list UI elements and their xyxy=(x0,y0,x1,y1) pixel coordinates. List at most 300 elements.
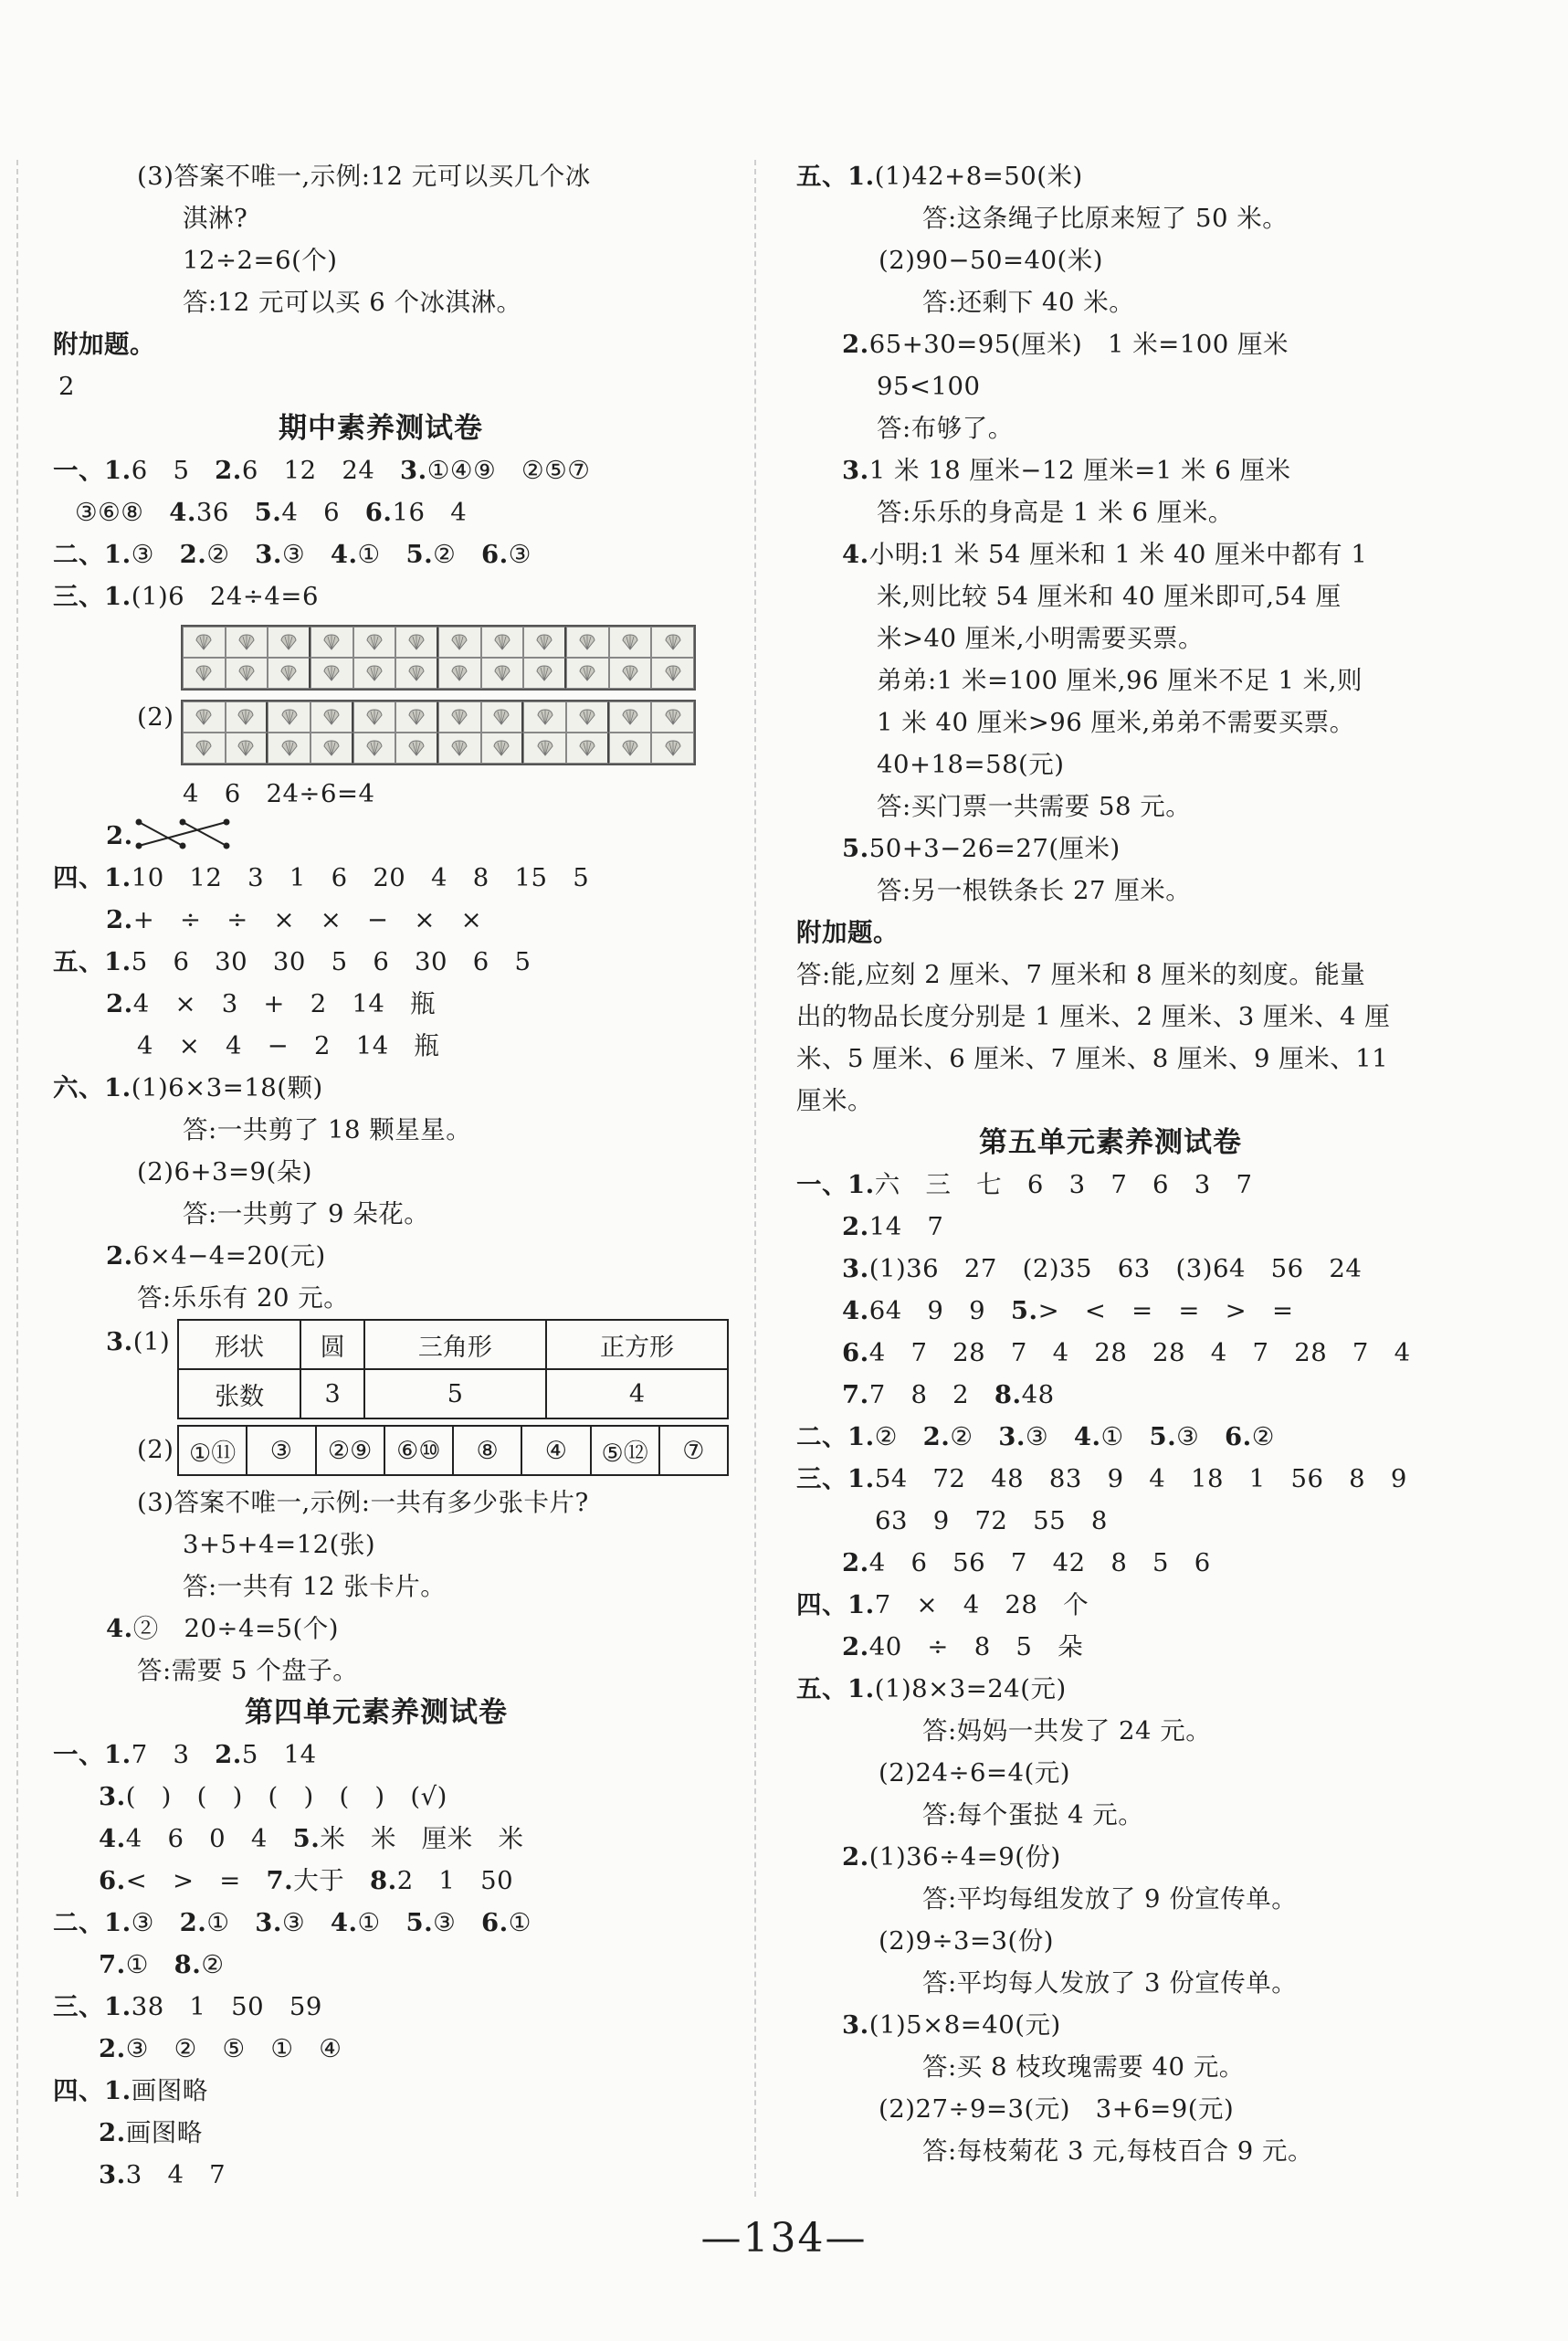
answer-text: ② 20÷4=5(个) xyxy=(132,1614,339,1643)
answer-text: 14 7 xyxy=(868,1212,944,1241)
item-number: 3. xyxy=(842,456,869,485)
answer-line xyxy=(842,1290,1293,1332)
item-number: 三、1. xyxy=(53,582,132,611)
matching-lines-diagram xyxy=(133,813,234,857)
answer-text: + ÷ ÷ × × − × × xyxy=(132,905,483,934)
answer-line xyxy=(53,2070,208,2112)
item-number: 2. xyxy=(842,1548,869,1577)
item-number: 二、1. xyxy=(796,1422,875,1451)
answer-line xyxy=(842,533,1367,575)
item-number: 7. xyxy=(842,1380,869,1409)
answer-line: 答:另一根铁条长 27 厘米。 xyxy=(877,876,1192,905)
shell-icon xyxy=(438,658,481,689)
item-number: 6. xyxy=(1225,1422,1252,1451)
answer-text: 64 9 9 xyxy=(868,1296,1011,1325)
card-group: ⑥⑩ xyxy=(385,1427,454,1474)
answer-line xyxy=(53,449,590,491)
answer-text: ① xyxy=(125,1950,174,1979)
item-number: 6. xyxy=(481,1908,509,1937)
answer-line xyxy=(842,1836,1061,1878)
table-cell: 圆 xyxy=(300,1320,364,1369)
answer-line: 答:一共剪了 9 朵花。 xyxy=(183,1199,430,1228)
answer-text: ② xyxy=(950,1422,999,1451)
answer-line: 12÷2=6(个) xyxy=(183,246,338,275)
shell-icon xyxy=(310,627,353,658)
answer-text: ③ xyxy=(1025,1422,1074,1451)
shell-icon xyxy=(566,701,609,733)
answer-line: (2) xyxy=(137,1435,174,1464)
answer-text: 4 × 3 + 2 14 瓶 xyxy=(132,989,437,1018)
item-number: 3. xyxy=(400,456,427,485)
answer-text: 1 米 18 厘米−12 厘米=1 米 6 厘米 xyxy=(868,456,1291,485)
item-number: 5. xyxy=(292,1824,321,1853)
table-header-row xyxy=(178,1320,728,1369)
answer-text: 48 xyxy=(1021,1380,1055,1409)
answer-text: 16 4 xyxy=(392,498,468,527)
item-number: 6. xyxy=(99,1866,126,1895)
answer-line xyxy=(99,2154,226,2196)
match-line xyxy=(139,822,183,846)
item-number: 四、1. xyxy=(53,863,132,892)
answer-text: ③ xyxy=(281,540,331,569)
match-line xyxy=(139,822,226,846)
answer-text: ① xyxy=(357,1908,406,1937)
item-number: 5. xyxy=(1010,1296,1038,1325)
item-number: 4. xyxy=(330,1908,358,1937)
item-number: 7. xyxy=(99,1950,126,1979)
shell-grid-6-groups xyxy=(181,700,696,765)
answer-text: (1)6 24÷4=6 xyxy=(131,582,319,611)
item-number: 二、1. xyxy=(53,1908,132,1937)
card-group: ⑤⑫ xyxy=(592,1427,660,1474)
answer-line xyxy=(842,1542,1211,1584)
card-group: ⑦ xyxy=(682,1436,705,1465)
answer-text: 2 1 50 xyxy=(396,1866,514,1895)
shell-icon xyxy=(609,701,652,733)
bonus-heading: 附加题。 xyxy=(53,330,155,359)
item-number: 4. xyxy=(330,540,358,569)
item-number: 2. xyxy=(215,456,242,485)
shell-icon xyxy=(651,627,694,658)
shell-icon xyxy=(268,627,310,658)
item-number: 4. xyxy=(1073,1422,1101,1451)
item-number: 五、1. xyxy=(796,1674,875,1703)
shell-icon xyxy=(481,658,524,689)
shell-icon xyxy=(268,733,310,764)
answer-text: 50+3−26=27(厘米) xyxy=(868,834,1121,863)
answer-text: ③ ② ⑤ ① ④ xyxy=(125,2034,342,2063)
answer-text: ③ xyxy=(1176,1422,1226,1451)
match-line xyxy=(183,822,226,846)
unit5-title: 第五单元素养测试卷 xyxy=(979,1126,1242,1159)
answer-text: ② xyxy=(874,1422,923,1451)
answer-text: (1)6×3=18(颗) xyxy=(131,1073,323,1102)
item-number: 一、1. xyxy=(796,1170,875,1199)
page-number: —134— xyxy=(700,2215,868,2262)
answer-text: 4 6 56 7 42 8 5 6 xyxy=(868,1548,1211,1577)
shell-icon xyxy=(395,701,438,733)
answer-line: (3)答案不唯一,示例:一共有多少张卡片? xyxy=(137,1488,589,1517)
left-margin-rule xyxy=(16,160,18,2197)
item-number: 5. xyxy=(405,540,434,569)
shell-icon xyxy=(226,627,268,658)
item-number: 2. xyxy=(842,330,869,359)
answer-text: ( ) ( ) ( ) ( ) (√) xyxy=(125,1782,447,1811)
table-cell: 5 xyxy=(364,1369,546,1418)
answer-line: 出的物品长度分别是 1 厘米、2 厘米、3 厘米、4 厘 xyxy=(796,1002,1391,1031)
answer-line: 答:布够了。 xyxy=(877,414,1014,443)
shell-icon xyxy=(651,733,694,764)
answer-line: 答:一共剪了 18 颗星星。 xyxy=(183,1115,472,1144)
shell-icon xyxy=(481,733,524,764)
bonus-heading: 附加题。 xyxy=(796,918,899,947)
item-number: 4. xyxy=(842,540,869,569)
answer-line: (2)27÷9=3(元) 3+6=9(元) xyxy=(879,2094,1235,2124)
card-group: ⑧ xyxy=(454,1427,522,1474)
shell-icon xyxy=(481,701,524,733)
item-number: 2. xyxy=(99,2118,126,2147)
answer-text: ② xyxy=(433,540,482,569)
answer-text: 6 5 xyxy=(131,456,216,485)
answer-line: 米、5 厘米、6 厘米、7 厘米、8 厘米、9 厘米、11 xyxy=(796,1044,1389,1073)
answer-text: 小明:1 米 54 厘米和 1 米 40 厘米中都有 1 xyxy=(868,540,1368,569)
shell-icon xyxy=(183,733,226,764)
answer-line: 答:平均每组发放了 9 份宣传单。 xyxy=(922,1884,1298,1914)
answer-line: 厘米。 xyxy=(796,1086,873,1115)
answer-line: 答:每个蛋挞 4 元。 xyxy=(922,1800,1144,1830)
item-number: 3. xyxy=(255,1908,282,1937)
answer-text: 10 12 3 1 6 20 4 8 15 5 xyxy=(131,863,590,892)
shell-icon xyxy=(438,627,481,658)
answer-line: (3)答案不唯一,示例:12 元可以买几个冰 xyxy=(137,162,591,191)
answer-line xyxy=(53,1067,323,1109)
answer-text: 大于 xyxy=(293,1866,370,1895)
table-cell: 4 xyxy=(546,1369,728,1418)
item-number: 8. xyxy=(369,1866,397,1895)
shell-icon xyxy=(183,701,226,733)
answer-line xyxy=(53,533,531,575)
answer-text: 六 三 七 6 3 7 6 3 7 xyxy=(874,1170,1253,1199)
answer-line xyxy=(106,1608,339,1650)
answer-line: 答:买门票一共需要 58 元。 xyxy=(877,792,1192,821)
table-cell: 张数 xyxy=(178,1369,300,1418)
answer-line xyxy=(53,1902,531,1944)
answer-text: (1)36 27 (2)35 63 (3)64 56 24 xyxy=(868,1254,1363,1283)
answer-line: 答:需要 5 个盘子。 xyxy=(137,1656,359,1685)
item-number: 2. xyxy=(106,905,133,934)
answer-line: (2)9÷3=3(份) xyxy=(879,1926,1054,1956)
item-number: 6. xyxy=(842,1338,869,1367)
card-group: ④ xyxy=(522,1427,591,1474)
answer-line: (2)6+3=9(朵) xyxy=(137,1157,312,1186)
answer-line: 米,则比较 54 厘米和 40 厘米即可,54 厘 xyxy=(877,582,1342,611)
answer-line: 答:每枝菊花 3 元,每枝百合 9 元。 xyxy=(922,2136,1313,2166)
item-number: 4. xyxy=(169,498,196,527)
item-number: 5. xyxy=(405,1908,434,1937)
answer-text: 65+30=95(厘米) 1 米=100 厘米 xyxy=(868,330,1289,359)
item-number: 2. xyxy=(106,821,133,850)
shell-icon xyxy=(523,658,566,689)
answer-line xyxy=(53,575,319,617)
item-number: 2. xyxy=(99,2034,126,2063)
shell-icon xyxy=(523,701,566,733)
shell-icon xyxy=(481,627,524,658)
answer-text: 7 8 2 xyxy=(868,1380,994,1409)
answer-text: ① xyxy=(206,1908,256,1937)
answer-line xyxy=(796,1416,1275,1458)
card-groups-box xyxy=(177,1425,729,1476)
answer-line xyxy=(53,1986,322,2028)
answer-line xyxy=(106,815,133,857)
item-number: 2. xyxy=(842,1632,869,1661)
item-number: 4. xyxy=(99,1824,126,1853)
item-number: 3. xyxy=(99,1782,126,1811)
answer-line xyxy=(75,491,467,533)
answer-line: 答:能,应刻 2 厘米、7 厘米和 8 厘米的刻度。能量 xyxy=(796,960,1366,989)
item-number: 2. xyxy=(106,1241,133,1271)
answer-text: ①④⑨ ②⑤⑦ xyxy=(426,456,591,485)
answer-line xyxy=(842,1206,943,1248)
answer-line xyxy=(796,1668,1067,1710)
answer-text: 7 × 4 28 个 xyxy=(874,1590,1089,1619)
answer-line: 答:乐乐的身高是 1 米 6 厘米。 xyxy=(877,498,1234,527)
answer-line xyxy=(99,2112,203,2154)
answer-text: (1)8×3=24(元) xyxy=(874,1674,1067,1703)
item-number: 5. xyxy=(254,498,282,527)
answer-text: ① xyxy=(1100,1422,1150,1451)
item-number: 6. xyxy=(364,498,393,527)
answer-text: 7 3 xyxy=(131,1740,216,1769)
answer-text: ② xyxy=(206,540,256,569)
answer-line xyxy=(842,2004,1061,2046)
answer-text: ③ xyxy=(131,540,180,569)
shell-icon xyxy=(523,627,566,658)
answer-line: 95<100 xyxy=(877,372,981,401)
item-number: 五、1. xyxy=(796,162,875,191)
unit4-title: 第四单元素养测试卷 xyxy=(245,1696,508,1729)
answer-line: 答:还剩下 40 米。 xyxy=(922,288,1135,317)
table-cell: 3 xyxy=(300,1369,364,1418)
answer-line xyxy=(99,2028,342,2070)
answer-line xyxy=(796,1164,1253,1206)
item-number: 三、1. xyxy=(53,1992,132,2021)
answer-line: (2)90−50=40(米) xyxy=(879,246,1103,275)
item-number: 3. xyxy=(842,2010,869,2040)
answer-text: 画图略 xyxy=(125,2118,203,2147)
item-number: 2. xyxy=(215,1740,242,1769)
item-number: 2. xyxy=(179,1908,207,1937)
shell-icon xyxy=(183,658,226,689)
shell-icon xyxy=(353,658,396,689)
answer-line xyxy=(842,323,1289,365)
item-number: 6. xyxy=(481,540,509,569)
item-number: 3. xyxy=(99,2160,126,2189)
answer-line xyxy=(842,1248,1362,1290)
answer-text: 38 1 50 59 xyxy=(131,1992,322,2021)
shell-icon xyxy=(609,658,652,689)
shell-icon xyxy=(566,658,609,689)
answer-text: (1)5×8=40(元) xyxy=(868,2010,1061,2040)
item-number: 7. xyxy=(266,1866,294,1895)
shell-icon xyxy=(566,733,609,764)
answer-line: 米>40 厘米,小明需要买票。 xyxy=(877,624,1205,653)
answer-line: 弟弟:1 米=100 厘米,96 厘米不足 1 米,则 xyxy=(877,666,1363,695)
answer-line: 1 米 40 厘米>96 厘米,弟弟不需要买票。 xyxy=(877,708,1355,737)
answer-line: 63 9 72 55 8 xyxy=(875,1506,1108,1535)
answer-text: 6 12 24 xyxy=(241,456,401,485)
shell-icon xyxy=(310,658,353,689)
item-number: 8. xyxy=(994,1380,1022,1409)
table-cell: 三角形 xyxy=(364,1320,546,1369)
item-number: 四、1. xyxy=(53,2076,132,2105)
answer-line xyxy=(796,1584,1089,1626)
item-number: 2. xyxy=(179,540,207,569)
shell-icon xyxy=(268,701,310,733)
shell-icon xyxy=(651,658,694,689)
answer-line: 答:一共有 12 张卡片。 xyxy=(183,1572,447,1601)
answer-line: 答:12 元可以买 6 个冰淇淋。 xyxy=(183,288,522,317)
answer-line xyxy=(53,857,589,899)
item-number: 2. xyxy=(922,1422,951,1451)
answer-text: ① xyxy=(508,1908,531,1937)
answer-line: 2 xyxy=(58,372,75,401)
answer-line xyxy=(842,449,1290,491)
item-number: 四、1. xyxy=(796,1590,875,1619)
answer-text: 36 xyxy=(195,498,255,527)
answer-text: (1)42+8=50(米) xyxy=(874,162,1083,191)
shell-icon xyxy=(438,733,481,764)
shell-icon xyxy=(395,627,438,658)
answer-line: 淇淋? xyxy=(183,204,248,233)
answer-text: 3 4 7 xyxy=(125,2160,226,2189)
shell-icon xyxy=(353,733,396,764)
item-number: 3. xyxy=(998,1422,1026,1451)
answer-line xyxy=(796,155,1083,197)
item-number: 8. xyxy=(174,1950,202,1979)
shell-icon xyxy=(438,701,481,733)
answer-line xyxy=(796,1458,1407,1500)
item-number: 2. xyxy=(842,1842,869,1872)
shell-icon xyxy=(523,733,566,764)
answer-text: > < = = > = xyxy=(1037,1296,1294,1325)
answer-line xyxy=(53,941,531,983)
item-number: 5. xyxy=(1149,1422,1177,1451)
answer-text: 6×4−4=20(元) xyxy=(132,1241,326,1271)
shell-icon xyxy=(310,701,353,733)
answer-text: (1) xyxy=(132,1327,171,1356)
answer-text: ② xyxy=(1251,1422,1275,1451)
answer-line xyxy=(99,1860,513,1902)
answer-line xyxy=(842,1626,1083,1668)
item-number: 三、1. xyxy=(796,1464,875,1493)
table-row xyxy=(178,1369,728,1418)
table-cell: 正方形 xyxy=(546,1320,728,1369)
shell-icon xyxy=(226,658,268,689)
item-number: 2. xyxy=(106,989,133,1018)
shell-icon xyxy=(183,627,226,658)
answer-line xyxy=(99,1944,224,1986)
answer-line: 答:乐乐有 20 元。 xyxy=(137,1283,350,1313)
shell-icon xyxy=(353,627,396,658)
answer-line xyxy=(106,1235,326,1277)
answer-text: ① xyxy=(357,540,406,569)
card-group: ②⑨ xyxy=(317,1427,385,1474)
answer-line: 4 × 4 − 2 14 瓶 xyxy=(137,1031,440,1060)
shell-icon xyxy=(651,701,694,733)
column-divider xyxy=(754,160,756,2197)
item-number: 2. xyxy=(842,1212,869,1241)
answer-text: ③ xyxy=(433,1908,482,1937)
answer-line xyxy=(99,1776,447,1818)
item-number: 3. xyxy=(842,1254,869,1283)
answer-text: 5 14 xyxy=(241,1740,317,1769)
item-number: 二、1. xyxy=(53,540,132,569)
item-number: 4. xyxy=(842,1296,869,1325)
shell-icon xyxy=(310,733,353,764)
item-number: 五、1. xyxy=(53,947,132,976)
answer-text: 4 7 28 7 4 28 28 4 7 28 7 4 xyxy=(868,1338,1411,1367)
midterm-title: 期中素养测试卷 xyxy=(279,412,483,445)
shape-count-table xyxy=(177,1319,729,1419)
shell-icon xyxy=(268,658,310,689)
shell-icon xyxy=(353,701,396,733)
answer-text: < > = xyxy=(125,1866,267,1895)
shell-icon xyxy=(395,658,438,689)
answer-line xyxy=(53,1734,317,1776)
answer-text: (1)36÷4=9(份) xyxy=(868,1842,1061,1872)
answer-line: 40+18=58(元) xyxy=(877,750,1065,779)
table-cell: 形状 xyxy=(178,1320,300,1369)
item-number: 一、1. xyxy=(53,456,132,485)
answer-line xyxy=(842,1374,1055,1416)
answer-text: 米 米 厘米 米 xyxy=(320,1824,524,1853)
shell-icon xyxy=(226,733,268,764)
answer-text: ③ xyxy=(508,540,531,569)
answer-text: 画图略 xyxy=(131,2076,208,2105)
answer-line xyxy=(106,983,436,1025)
shell-grid-4-groups xyxy=(181,625,696,691)
shell-icon xyxy=(566,627,609,658)
answer-line xyxy=(106,899,482,941)
item-number: 5. xyxy=(842,834,869,863)
answer-text: 4 6 xyxy=(281,498,365,527)
answer-line xyxy=(106,1321,170,1363)
shell-icon xyxy=(609,733,652,764)
answer-text: 4 6 0 4 xyxy=(125,1824,293,1853)
answer-text: ③ xyxy=(281,1908,331,1937)
answer-text: ③ xyxy=(131,1908,180,1937)
answer-line: 4 6 24÷6=4 xyxy=(183,779,375,808)
card-group: ①⑪ xyxy=(179,1427,247,1474)
answer-text: ③⑥⑧ xyxy=(75,498,170,527)
answer-line xyxy=(99,1818,524,1860)
answer-text: 40 ÷ 8 5 朵 xyxy=(868,1632,1084,1661)
answer-line xyxy=(842,1332,1411,1374)
answer-line: 答:平均每人发放了 3 份宣传单。 xyxy=(922,1968,1298,1998)
shell-icon xyxy=(609,627,652,658)
item-number: 六、1. xyxy=(53,1073,132,1102)
answer-line xyxy=(842,828,1121,870)
answer-line: (2) xyxy=(137,702,174,732)
shell-icon xyxy=(395,733,438,764)
shell-icon xyxy=(226,701,268,733)
answer-text: 5 6 30 30 5 6 30 6 5 xyxy=(131,947,531,976)
answer-line: 3+5+4=12(张) xyxy=(183,1530,376,1559)
item-number: 3. xyxy=(255,540,282,569)
answer-text: 54 72 48 83 9 4 18 1 56 8 9 xyxy=(874,1464,1407,1493)
answer-line: 答:这条绳子比原来短了 50 米。 xyxy=(922,204,1289,233)
item-number: 一、1. xyxy=(53,1740,132,1769)
